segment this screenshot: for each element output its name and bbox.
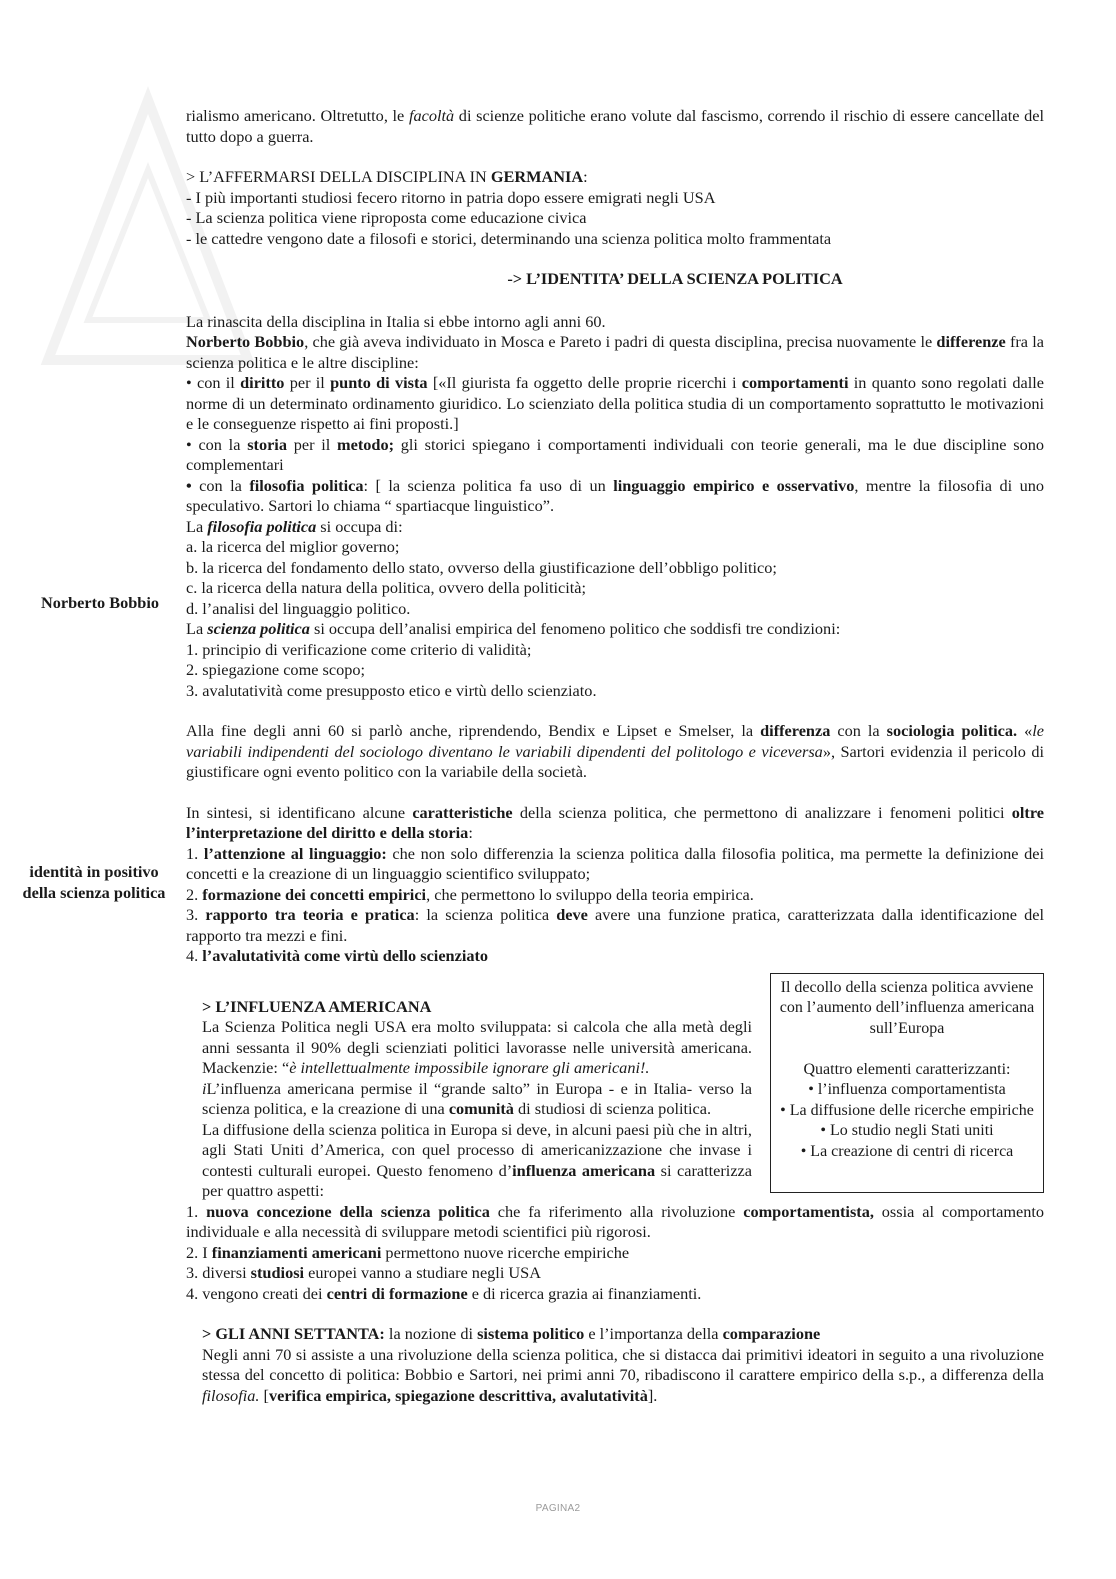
list-item: b. la ricerca del fondamento dello stato, ovverso della giustificazione dell’obbligo politico; — [186, 557, 777, 577]
sintesi-item: 2. formazione dei concetti empirici, che permettono lo sviluppo della teoria empirica. — [186, 884, 754, 904]
sintesi-item: 1. l’attenzione al linguaggio: che non solo differenzia la scienza politica dalla filosofia politica, ma permette la definizione dei concetti e la creazione di un linguaggio scientifico sviluppato; — [186, 843, 1045, 883]
list-item: 3. avalutatività come presupposto etico e virtù dello scienziato. — [186, 680, 597, 700]
callout-item: • La creazione di centri di ricerca — [800, 1142, 1014, 1160]
sintesi-item: 4. l’avalutatività come virtù dello scienziato — [186, 946, 489, 965]
list-item: 2. spiegazione come scopo; — [186, 660, 366, 679]
sociologia-paragraph: Alla fine degli anni 60 si parlò anche, riprendendo, Bendix e Lipset e Smelser, la differenza con la sociologia politica. «le variabili indipendenti del sociologo diventano le variabili dipendenti del politologo e viceversa», Sartori evidenzia il pericolo di giustificare ogni evento politico con la variabile della società. — [186, 721, 1044, 781]
list-item: a. la ricerca del miglior governo; — [186, 537, 400, 556]
callout-item: • Lo studio negli Stati uniti — [820, 1122, 994, 1139]
germania-item: - I più importanti studiosi fecero ritorno in patria dopo essere emigrati negli USA — [186, 187, 716, 207]
settanta-paragraph: Negli anni 70 si assiste a una rivoluzione della scienza politica, che si distacca dai primitivi ideatori in seguito a una rivoluzione stessa del concetto di politica: Bobbio e Sartori, nei primi anni 70, ribadiscono il carattere empirico della s.p., a differenza della filosofia. [verifica empirica, spiegazione descrittiva, avalutatività]. — [202, 1344, 1044, 1405]
differenza-storia: • con la storia per il metodo; gli storici spiegano i comportamenti individuali con teorie generali, ma le due discipline sono complementari — [186, 434, 1045, 474]
identita-heading: -> L’IDENTITA’ DELLA SCIENZA POLITICA — [507, 269, 843, 288]
bobbio-paragraph: Norberto Bobbio, che già aveva individuato in Mosca e Pareto i padri di questa disciplina, precisa nuovamente le differenze fra la scienza politica e le altre discipline: — [186, 332, 1044, 372]
callout-text: Il decollo della scienza politica avviene con l’aumento dell’influenza americana sull’Europa — [779, 978, 1035, 1037]
margin-note-bobbio: Norberto Bobbio — [40, 593, 160, 612]
americana-item: 4. vengono creati dei centri di formazione e di ricerca grazia ai finanziamenti. — [186, 1283, 702, 1303]
settanta-heading: > GLI ANNI SETTANTA: la nozione di sistema politico e l’importanza della comparazione — [202, 1324, 821, 1343]
americana-item: 1. nuova concezione della scienza politica che fa riferimento alla rivoluzione comportamentista, ossia al comportamento individuale e alla necessità di sviluppare metodi scientifici più rigorosi. — [186, 1201, 1045, 1241]
americana-paragraph: iL’influenza americana permise il “grande salto” in Europa - e in Italia- verso la scienza politica, e la creazione di una comunità di studiosi di scienza politica. — [202, 1078, 752, 1118]
germania-heading: > L’AFFERMARSI DELLA DISCIPLINA IN GERMANIA: — [186, 167, 588, 186]
list-item: d. l’analisi del linguaggio politico. — [186, 598, 411, 618]
list-item: c. la ricerca della natura della politica, ovvero della politicità; — [186, 578, 587, 597]
americana-item: 2. I finanziamenti americani permettono nuove ricerche empiriche — [186, 1242, 630, 1262]
americana-heading: > L’INFLUENZA AMERICANA — [202, 996, 432, 1016]
callout-box — [770, 973, 1044, 1194]
callout-item: • La diffusione delle ricerche empiriche — [780, 1101, 1034, 1119]
americana-paragraph: La diffusione della scienza politica in Europa si deve, in alcuni paesi più che in altri, agli Stati Uniti d’America, con quel processo di americanizzazione che invase i contesti culturali europei. Questo fenomeno d’influenza americana si caratterizza per quattro aspetti: — [202, 1119, 753, 1200]
scienza-politica-intro: La scienza politica si occupa dell’analisi empirica del fenomeno politico che soddisfi tre condizioni: — [186, 619, 841, 638]
filosofia-politica-intro: La filosofia politica si occupa di: — [186, 516, 403, 536]
margin-note-identita: identità in positivo della scienza politica — [22, 862, 166, 902]
americana-section — [186, 967, 1044, 1202]
americana-item: 3. diversi studiosi europei vanno a studiare negli USA — [186, 1263, 541, 1282]
page-number: PAGINA2 — [535, 1503, 581, 1514]
americana-paragraph: La Scienza Politica negli USA era molto sviluppata: si calcola che alla metà degli anni sessanta il 90% degli scienziati politici lavorasse nelle università americana. Mackenzie: “è intellettualmente impossibile ignorare gli americani!. — [202, 1017, 752, 1077]
sintesi-paragraph: In sintesi, si identificano alcune caratteristiche della scienza politica, che permettono di analizzare i fenomeni politici oltre l’interpretazione del diritto e della storia: — [186, 802, 1044, 842]
bobbio-intro: La rinascita della disciplina in Italia si ebbe intorno agli anni 60. — [186, 311, 606, 331]
sintesi-item: 3. rapporto tra teoria e pratica: la scienza politica deve avere una funzione pratica, caratterizzata dalla identificazione del rapporto tra mezzi e fini. — [186, 905, 1044, 945]
list-item: 1. principio di verificazione come criterio di validità; — [186, 639, 532, 659]
intro-paragraph: rialismo americano. Oltretutto, le facoltà di scienze politiche erano volute dal fascismo, correndo il rischio di essere cancellate del tutto dopo a guerra. — [186, 106, 1045, 146]
differenza-diritto: • con il diritto per il punto di vista [«Il giurista fa oggetto delle proprie ricerchi i comportamenti in quanto sono regolati dalle norme di un determinato ordinamento giuridico. Lo scienziato della politica studia di un comportamento soprattutto le motivazioni e le conseguenze rispetto ai fini proposti.] — [186, 373, 1045, 433]
callout-item: • l’influenza comportamentista — [808, 1081, 1006, 1098]
callout-intro: Quattro elementi caratterizzanti: — [803, 1060, 1011, 1078]
germania-item: - le cattedre vengono date a filosofi e storici, determinando una scienza politica molto frammentata — [186, 228, 832, 248]
differenza-filosofia: • con la filosofia politica: [ la scienza politica fa uso di un linguaggio empirico e osservativo, mentre la filosofia di uno speculativo. Sartori lo chiama “ spartiacque linguistico”. — [186, 475, 1045, 515]
page-body — [186, 106, 1044, 1406]
germania-item: - La scienza politica viene riproposta come educazione civica — [186, 208, 587, 227]
